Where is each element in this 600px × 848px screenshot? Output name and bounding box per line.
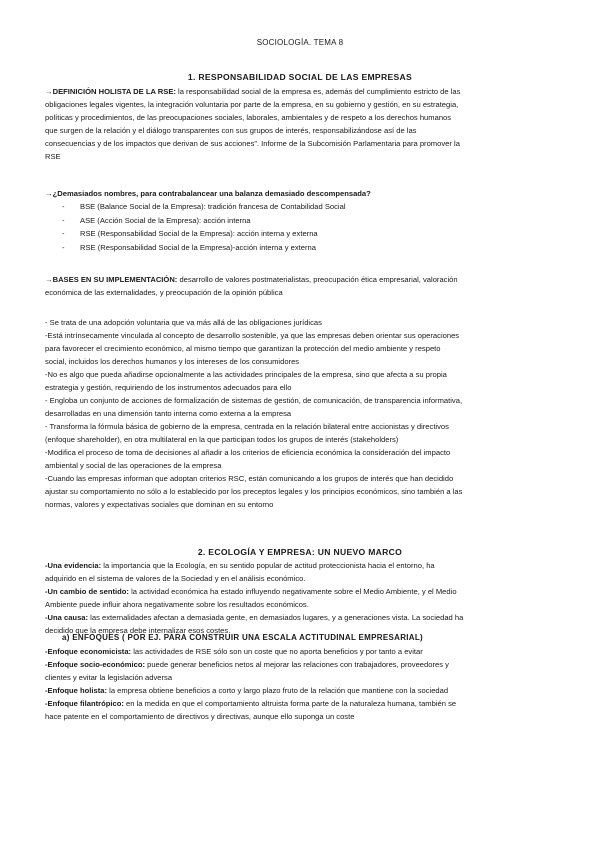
- socio-label: -Enfoque socio-económico:: [45, 660, 145, 669]
- paragraph-line: RSE: [45, 152, 61, 161]
- paragraph-line: social, incluidos los derechos humanos y los intereses de los consumidores: [45, 357, 300, 366]
- definicion-text: la responsabilidad social de la empresa es, además del cumplimiento estricto de las: [175, 87, 461, 96]
- evidencia-label: -Una evidencia:: [45, 561, 102, 570]
- paragraph-line: - Se trata de una adopción voluntaria que va más allá de las obligaciones jurídicas: [45, 318, 322, 327]
- paragraph-line: desarrolladas en una dimensión tanto interna como externa a la empresa: [45, 409, 292, 418]
- paragraph-line: - Engloba un conjunto de acciones de formalización de sistemas de gestión, de comunicación, de transparencia informativa,: [45, 396, 463, 405]
- section-2a-heading: a) ENFOQUES ( POR EJ. PARA CONSTRUIR UNA ESCALA ACTITUDINAL EMPRESARIAL): [62, 633, 424, 642]
- paragraph-line: -Enfoque holista: la empresa obtiene beneficios a corto y largo plazo fruto de la relación que mantiene con la sociedad: [45, 686, 449, 695]
- paragraph-line: [45, 85, 557, 98]
- nombres-label: →¿Demasiados nombres, para contrabalancear una balanza demasiado descompensada?: [45, 189, 371, 198]
- paragraph-line: -Enfoque economicista: las actividades de RSE sólo son un coste que no aporta beneficios y por tanto a evitar: [45, 647, 423, 656]
- paragraph-line: -Una causa: las externalidades afectan a demasiada gente, en demasiados lugares, y a generaciones vista. La sociedad ha: [45, 613, 464, 622]
- holista-label: -Enfoque holista:: [45, 686, 108, 695]
- paragraph-line: estrategia y gestión, requiriendo de los instrumentos adecuados para ello: [45, 383, 292, 392]
- cambio-label: -Un cambio de sentido:: [45, 587, 129, 596]
- list-item: - RSE (Responsabilidad Social de la Empresa): acción interna y externa: [62, 229, 318, 238]
- paragraph-line: clientes y evitar la legislación adversa: [45, 673, 173, 682]
- paragraph-line: ambiental y social de las operaciones de la empresa: [45, 461, 222, 470]
- enfoques-paragraphs: [45, 645, 557, 723]
- ecologia-paragraphs: [45, 559, 557, 637]
- paragraph-line: Ambiente puede influir ahora negativamente sobre los resultados económicos.: [45, 600, 309, 609]
- paragraph-line: económica de las externalidades, y preocupación de la opinión pública: [45, 288, 283, 297]
- paragraph-line: -Un cambio de sentido: la actividad económica ha estado influyendo negativamente sobre el Medio Ambiente, y el Medio: [45, 587, 457, 596]
- document-title: SOCIOLOGÍA. TEMA 8: [256, 38, 344, 47]
- paragraph-line: decidido que la empresa debe internalizar esos costes.: [45, 626, 231, 635]
- paragraph-line: -Enfoque socio-económico: puede generar beneficios netos al mejorar las relaciones con trabajadores, proveedores y: [45, 660, 449, 669]
- paragraph-line: hace patente en el comportamiento de directivos y directivas, aunque ello suponga un coste: [45, 712, 355, 721]
- bases-label: →BASES EN SU IMPLEMENTACIÓN:: [45, 275, 178, 284]
- paragraph-line: consecuencias y de los impactos que derivan de sus acciones”. Informe de la Subcomisión Parlamentaria para promover la: [45, 139, 460, 148]
- paragraph-line: →BASES EN SU IMPLEMENTACIÓN: desarrollo de valores postmaterialistas, preocupación ética empresarial, valoración: [45, 275, 458, 284]
- paragraph-line: normas, valores y expectativas sociales que dominan en su entorno: [45, 500, 274, 509]
- list-item: - RSE (Responsabilidad Social de la Empresa)-acción interna y externa: [62, 242, 316, 252]
- nombres-list: [62, 200, 542, 254]
- paragraph-line: políticas y procedimientos, de las preocupaciones sociales, laborales, ambientales y de respeto a los derechos humanos: [45, 113, 452, 122]
- paragraph-line: -Enfoque filantrópico: en la medida en que el comportamiento altruista forma parte de la naturaleza humana, también se: [45, 699, 457, 708]
- caracteristicas-list: [45, 316, 557, 511]
- paragraph-line: para favorecer el crecimiento económico, al mismo tiempo que garantizan la protección del medio ambiente y respeto: [45, 344, 441, 353]
- paragraph-line: ajustar su comportamiento no sólo a lo establecido por los preceptos legales y los principios económicos, sino también a las: [45, 487, 463, 496]
- section-2-heading: 2. ECOLOGÍA Y EMPRESA: UN NUEVO MARCO: [197, 547, 403, 557]
- list-item: - BSE (Balance Social de la Empresa): tradición francesa de Contabilidad Social: [62, 202, 346, 211]
- paragraph-line: -Está intrínsecamente vinculada al concepto de desarrollo sostenible, ya que las empresas deben orientar sus operaciones: [45, 331, 460, 340]
- section-1-heading: 1. RESPONSABILIDAD SOCIAL DE LAS EMPRESAS: [187, 72, 413, 82]
- nombres-question: [45, 187, 557, 200]
- paragraph-line: obligaciones legales vigentes, la integración voluntaria por parte de la empresa, en su gobierno y gestión, en su estrategia,: [45, 100, 459, 109]
- causa-label: -Una causa:: [45, 613, 89, 622]
- paragraph-line: -Una evidencia: la importancia que la Ecología, en su sentido popular de actitud proteccionista hacia el entorno, ha: [45, 561, 435, 570]
- filantropico-label: -Enfoque filantrópico:: [45, 699, 124, 708]
- paragraph-line: -Modifica el proceso de toma de decisiones al añadir a los criterios de eficiencia económica la consideración del impacto: [45, 448, 451, 457]
- paragraph-line: (enfoque shareholder), en otra multilateral en la que participan todos los grupos de interés (stakeholders): [45, 435, 399, 444]
- paragraph-line: - Transforma la fórmula básica de gobierno de la empresa, centrada en la relación bilateral entre accionistas y directivos: [45, 422, 449, 431]
- list-item: - ASE (Acción Social de la Empresa): acción interna: [62, 215, 251, 225]
- economicista-label: -Enfoque economicista:: [45, 647, 132, 656]
- bases-paragraph: [45, 273, 557, 299]
- definicion-label: →DEFINICIÓN HOLISTA DE LA RSE:: [45, 87, 176, 96]
- definicion-paragraph: [45, 85, 557, 163]
- paragraph-line: que surgen de la relación y el diálogo transparentes con sus grupos de interés, responsabilizándose así de las: [45, 126, 417, 135]
- paragraph-line: -No es algo que pueda añadirse opcionalmente a las actividades principales de la empresa, sino que afecta a su propia: [45, 370, 447, 379]
- paragraph-line: adquirido en el sistema de valores de la Sociedad y en el análisis económico.: [45, 574, 306, 583]
- paragraph-line: -Cuando las empresas informan que adoptan criterios RSC, están comunicando a los grupos de interés que han decidido: [45, 474, 454, 483]
